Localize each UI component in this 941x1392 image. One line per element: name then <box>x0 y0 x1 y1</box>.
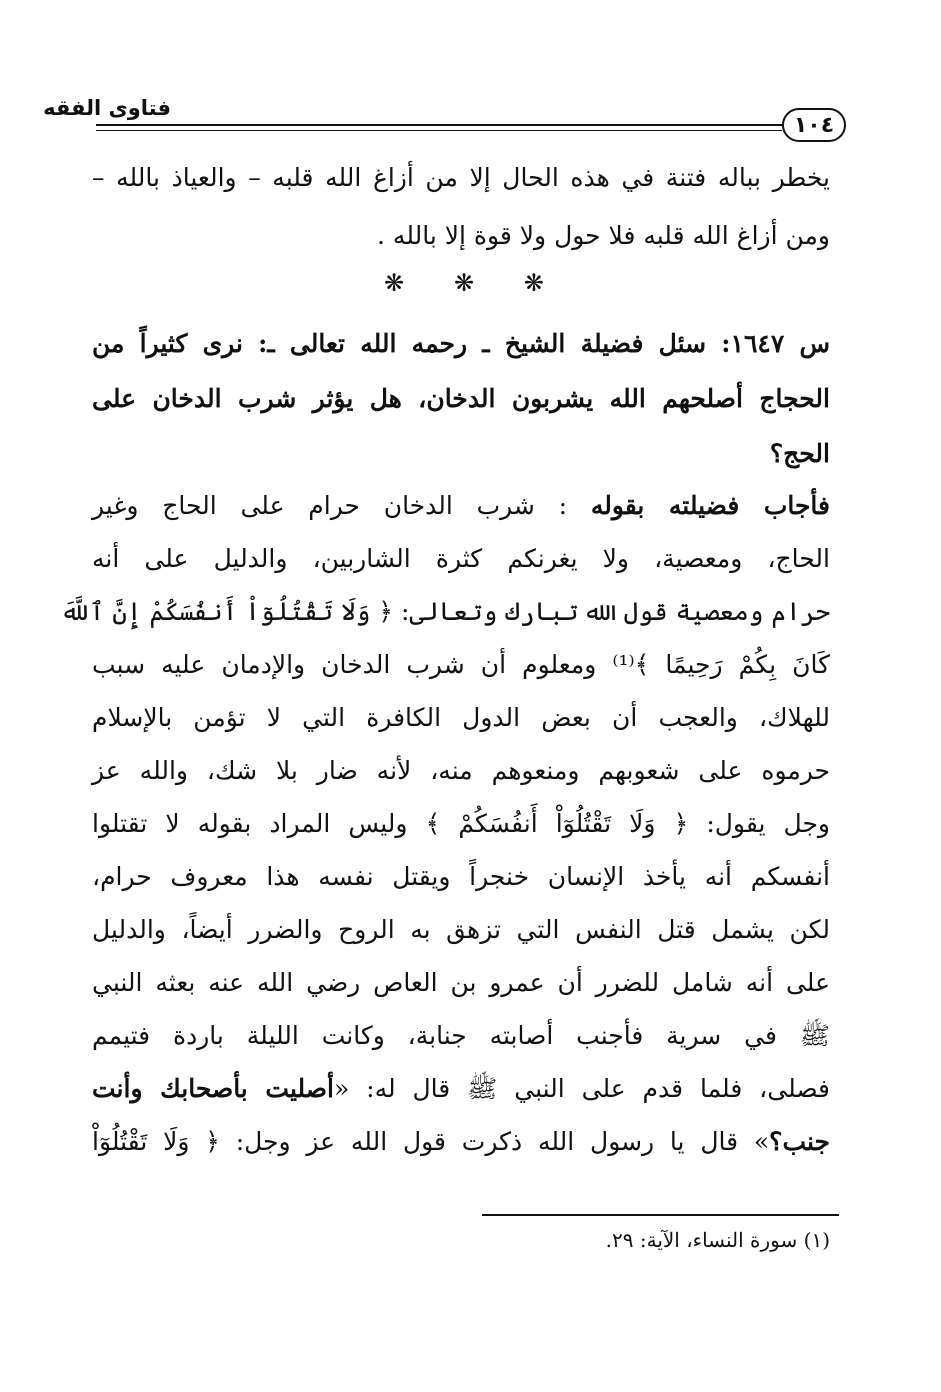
answer-line: الحاج، ومعصية، ولا يغرنكم كثرة الشاربين، والدليل على أنه <box>92 544 830 573</box>
asterisk-ornament-icon: ❋ <box>453 269 475 297</box>
footnote: (١) سورة النساء، الآية: ٢٩. <box>605 1228 830 1252</box>
answer-line: حرموه على شعوبهم ومنعوهم منه، لأنه ضار بلا شك، والله عز <box>92 756 830 785</box>
answer-text: فصلى، فلما قدم على النبي ﷺ قال له: « <box>333 1074 830 1103</box>
answer-line <box>92 484 830 528</box>
answer-line <box>92 1067 830 1111</box>
asterisk-ornament-icon: ❋ <box>384 269 405 297</box>
answer-text: » قال يا رسول الله ذكرت قول الله عز وجل: ﴿ وَلَا تَقْتُلُوٓاْ <box>92 1127 770 1156</box>
answer-lead: فأجاب فضيلته بقوله <box>590 491 831 520</box>
asterisk-ornament-icon: ❋ <box>523 269 544 297</box>
header-rule-thin <box>96 130 782 131</box>
answer-text: : شرب الدخان حرام على الحاج وغير <box>92 491 568 520</box>
text-line: يخطر بباله فتنة في هذه الحال إلا من أزاغ الله قلبه – والعياذ بالله – <box>92 163 830 192</box>
question-line: س ١٦٤٧: سئل فضيلة الشيخ ـ رحمه الله تعالى ـ: نرى كثيراً من <box>92 329 830 358</box>
footnote-rule <box>482 1214 839 1216</box>
question-line: الحجاج أصلحهم الله يشربون الدخان، هل يؤثر شرب الدخان على <box>92 384 830 413</box>
header-rule <box>96 124 782 126</box>
text-line: ومن أزاغ الله قلبه فلا حول ولا قوة إلا بالله . <box>377 221 830 250</box>
page-number: ١٠٤ <box>782 108 846 142</box>
answer-line: كَانَ بِكُمْ رَحِيمًا ﴾⁽¹⁾ ومعلوم أن شرب الدخان والإدمان عليه سبب <box>92 650 830 679</box>
answer-line: أنفسكم أنه يأخذ الإنسان خنجراً ويقتل نفسه هذا معروف حرام، <box>92 862 830 891</box>
answer-line: حرام ومعصية قول الله تبارك وتعالى: ﴿ وَلَا تَقْتُلُوٓاْ أَنفُسَكُمْ إِنَّ ٱللَّهَ <box>60 597 830 626</box>
hadith-quote: جنب؟ <box>769 1127 830 1156</box>
hadith-quote: أصليت بأصحابك وأنت <box>92 1074 334 1103</box>
question-line: الحج؟ <box>769 439 830 468</box>
answer-line: للهلاك، والعجب أن بعض الدول الكافرة التي لا تؤمن بالإسلام <box>92 703 830 732</box>
answer-line: على أنه شامل للضرر أن عمرو بن العاص رضي الله عنه بعثه النبي <box>92 968 830 997</box>
answer-line: ﷺ في سرية فأجنب أصابته جنابة، وكانت الليلة باردة فتيمم <box>92 1021 830 1050</box>
running-header-title: فتاوى الفقه <box>43 96 171 120</box>
answer-line: وجل يقول: ﴿ وَلَا تَقْتُلُوٓاْ أَنفُسَكُمْ ﴾ وليس المراد بقوله لا تقتلوا <box>92 809 830 838</box>
answer-line: لكن يشمل قتل النفس التي تزهق به الروح والضرر أيضاً، والدليل <box>92 915 830 944</box>
section-separator <box>384 268 544 298</box>
answer-line <box>92 1120 830 1164</box>
